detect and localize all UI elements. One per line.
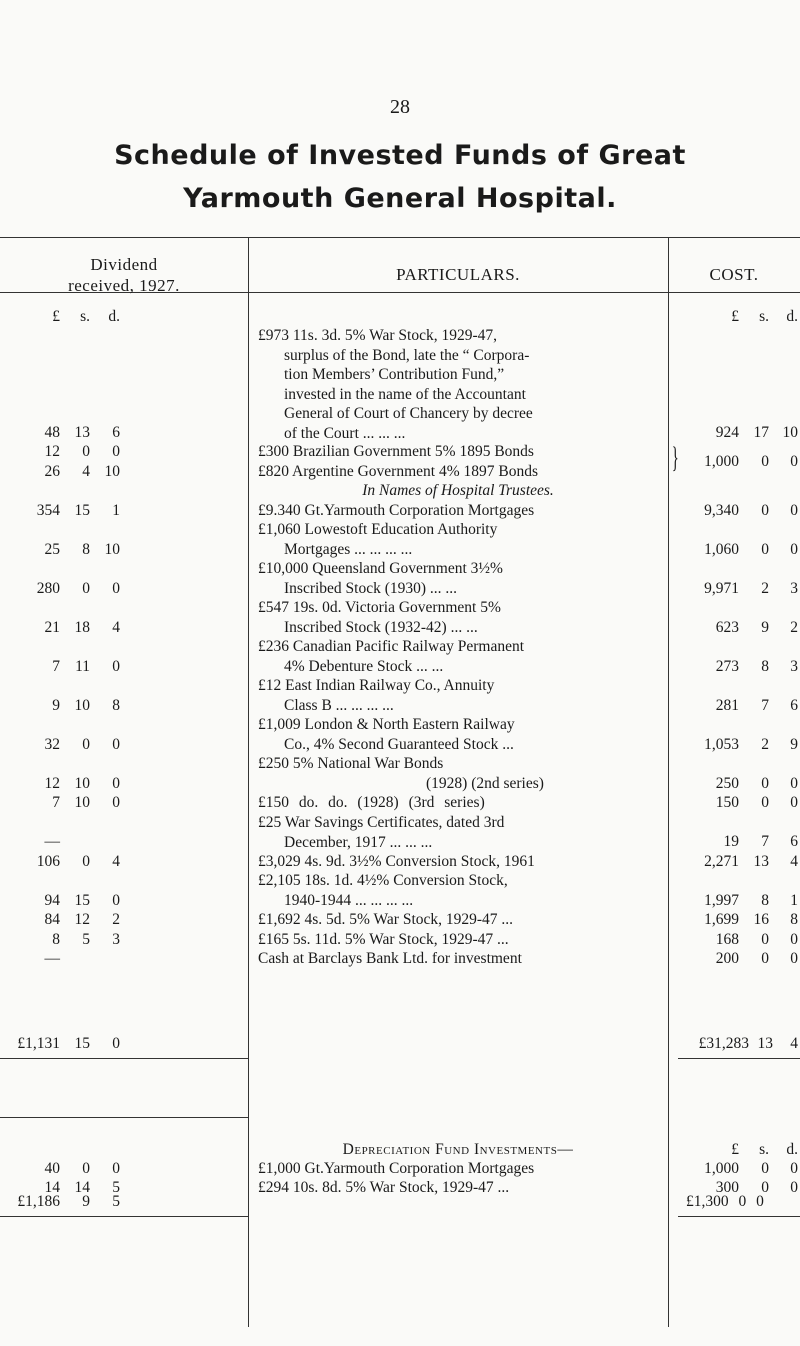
cost-amount: 150 0 0 [715,794,798,811]
header-dividend-line-1: Dividend [90,255,158,274]
header-top-rule [0,237,800,238]
dividend-total-top-rule [0,1117,248,1118]
pound-label: £ [52,308,60,325]
header-particulars: PARTICULARS. [396,265,520,284]
cost-amount: 273 8 3 [715,658,798,675]
cost-subtotal-rule [678,1058,800,1059]
particulars-entry: £2,105 18s. 1d. 4½% Conversion Stock, 1940-1944 ... ... ... ... [258,872,508,909]
dividend-total: £1,131 15 0 [17,1035,120,1052]
depreciation-cost-amount: 300 0 0 [715,1179,798,1196]
dividend-subtotal-rule [0,1058,248,1059]
cost-amount: 1,699 16 8 [704,911,798,928]
cost-amount: 9,971 2 3 [704,580,798,597]
dividend-amount: 84 12 2 [44,911,120,928]
particulars-entry: £12 East Indian Railway Co., Annuity Class B ... ... ... ... [258,677,495,714]
depreciation-dividend-amount: 14 14 5 [44,1179,120,1196]
particulars-entry: £25 War Savings Certificates, dated 3rd December, 1917 ... ... ... [258,814,505,851]
particulars-entry: £165 5s. 11d. 5% War Stock, 1929-47 ... [258,931,509,948]
cost-amount: 9,340 0 0 [704,502,798,519]
dividend-amount: 354 15 1 [36,502,120,519]
particulars-entry: £300 Brazilian Government 5% 1895 Bonds [258,443,534,460]
header-dividend [0,254,248,296]
depreciation-cost-amount: 1,000 0 0 [704,1160,798,1177]
dividend-amount: — [44,833,60,850]
cost-amount: 200 0 0 [715,950,798,967]
particulars-entry: £820 Argentine Government 4% 1897 Bonds [258,463,538,480]
cost-amount: 250 0 0 [715,775,798,792]
cost-amount: 2,271 13 4 [704,853,798,870]
document-title-line-1: Schedule of Invested Funds of Great [114,140,686,171]
dividend-amount: 94 15 0 [44,892,120,909]
cost-currency-labels [678,307,800,327]
particulars-entry: £547 19s. 0d. Victoria Government 5% Inscribed Stock (1932-42) ... ... [258,599,501,636]
particulars-entry: £1,060 Lowestoft Education Authority Mortgages ... ... ... ... [258,521,498,558]
dividend-amount: — [44,950,60,967]
cost-total: £31,283 13 4 [698,1035,798,1052]
dividend-amount: 7 11 0 [52,658,120,675]
depreciation-cost-total: £1,300 0 0 [686,1193,764,1210]
particulars-entry: £236 Canadian Pacific Railway Permanent 4% Debenture Stock ... ... [258,638,525,675]
depreciation-dividend-amount: 40 0 0 [44,1160,120,1177]
dividend-amount: 7 10 0 [52,794,120,811]
cost-amount: 19 7 6 [723,833,798,850]
depreciation-currency-labels: £ s. d. [731,1141,798,1158]
particulars-entry: £973 11s. 3d. 5% War Stock, 1929-47, surplus of the Bond, late the “ Corpora- tion Members’ Contribution Fund,” invested in the name of the Accountant General of Court of Chancery by decree of the Court ... ... ... [258,327,533,442]
depreciation-heading: Depreciation Fund Investments— [342,1141,574,1158]
cost-amount: 1,053 2 9 [704,736,798,753]
particulars-entry: £9.340 Gt.Yarmouth Corporation Mortgages [258,502,535,519]
dividend-amount: 21 18 4 [44,619,120,636]
shilling-label: s. [80,308,90,325]
cost-amount: 924 17 10 [715,424,798,441]
page-number: 28 [390,96,410,118]
column-divider-right [668,237,669,1327]
dividend-currency-labels [0,307,248,327]
dividend-amount: 12 10 0 [44,775,120,792]
particulars-entry: £1,009 London & North Eastern Railway Co., 4% Second Guaranteed Stock ... [258,716,515,753]
particulars-entry: £150 do. do. (1928) (3rd series) [258,794,485,811]
brace-icon: } [671,441,679,474]
cost-amount: 1,997 8 1 [704,892,798,909]
dividend-amount: 8 5 3 [52,931,120,948]
dividend-amount: 280 0 0 [36,580,120,597]
cost-amount: 168 0 0 [715,931,798,948]
dividend-amount: 9 10 8 [52,697,120,714]
dividend-amount: 26 4 10 [44,463,120,480]
pence-label: d. [108,308,120,325]
particulars-entry: £10,000 Queensland Government 3½% Inscribed Stock (1930) ... ... [258,560,503,597]
dividend-amount: 25 8 10 [44,541,120,558]
shilling-label: s. [759,308,769,325]
particulars-entry: Cash at Barclays Bank Ltd. for investment [258,950,522,967]
cost-amount: 281 7 6 [715,697,798,714]
dividend-amount: 32 0 0 [44,736,120,753]
document-title-line-2: Yarmouth General Hospital. [183,183,617,214]
dividend-amount: 106 0 4 [36,853,120,870]
depreciation-dividend-total: £1,186 9 5 [17,1193,120,1210]
cost-amount: 1,000 0 0 [704,453,798,470]
pound-label: £ [731,308,739,325]
cost-amount: 623 9 2 [715,619,798,636]
dividend-amount: 12 0 0 [44,443,120,460]
dividend-total-bottom-rule [0,1216,248,1217]
pence-label: d. [786,308,798,325]
depreciation-entry: £1,000 Gt.Yarmouth Corporation Mortgages [258,1160,535,1177]
particulars-entry: £1,692 4s. 5d. 5% War Stock, 1929-47 ... [258,911,514,928]
particulars-entry: £250 5% National War Bonds (1928) (2nd series) [258,755,544,792]
depreciation-entry: £294 10s. 8d. 5% War Stock, 1929-47 ... [258,1179,510,1196]
column-divider-left [248,237,249,1327]
section-heading: In Names of Hospital Trustees. [362,482,554,499]
cost-amount: 1,060 0 0 [704,541,798,558]
header-dividend-line-2: received, 1927. [68,276,180,295]
particulars-entry: £3,029 4s. 9d. 3½% Conversion Stock, 1961 [258,853,535,870]
header-cost: COST. [709,265,759,284]
cost-total-rule [678,1216,800,1217]
dividend-amount: 48 13 6 [44,424,120,441]
